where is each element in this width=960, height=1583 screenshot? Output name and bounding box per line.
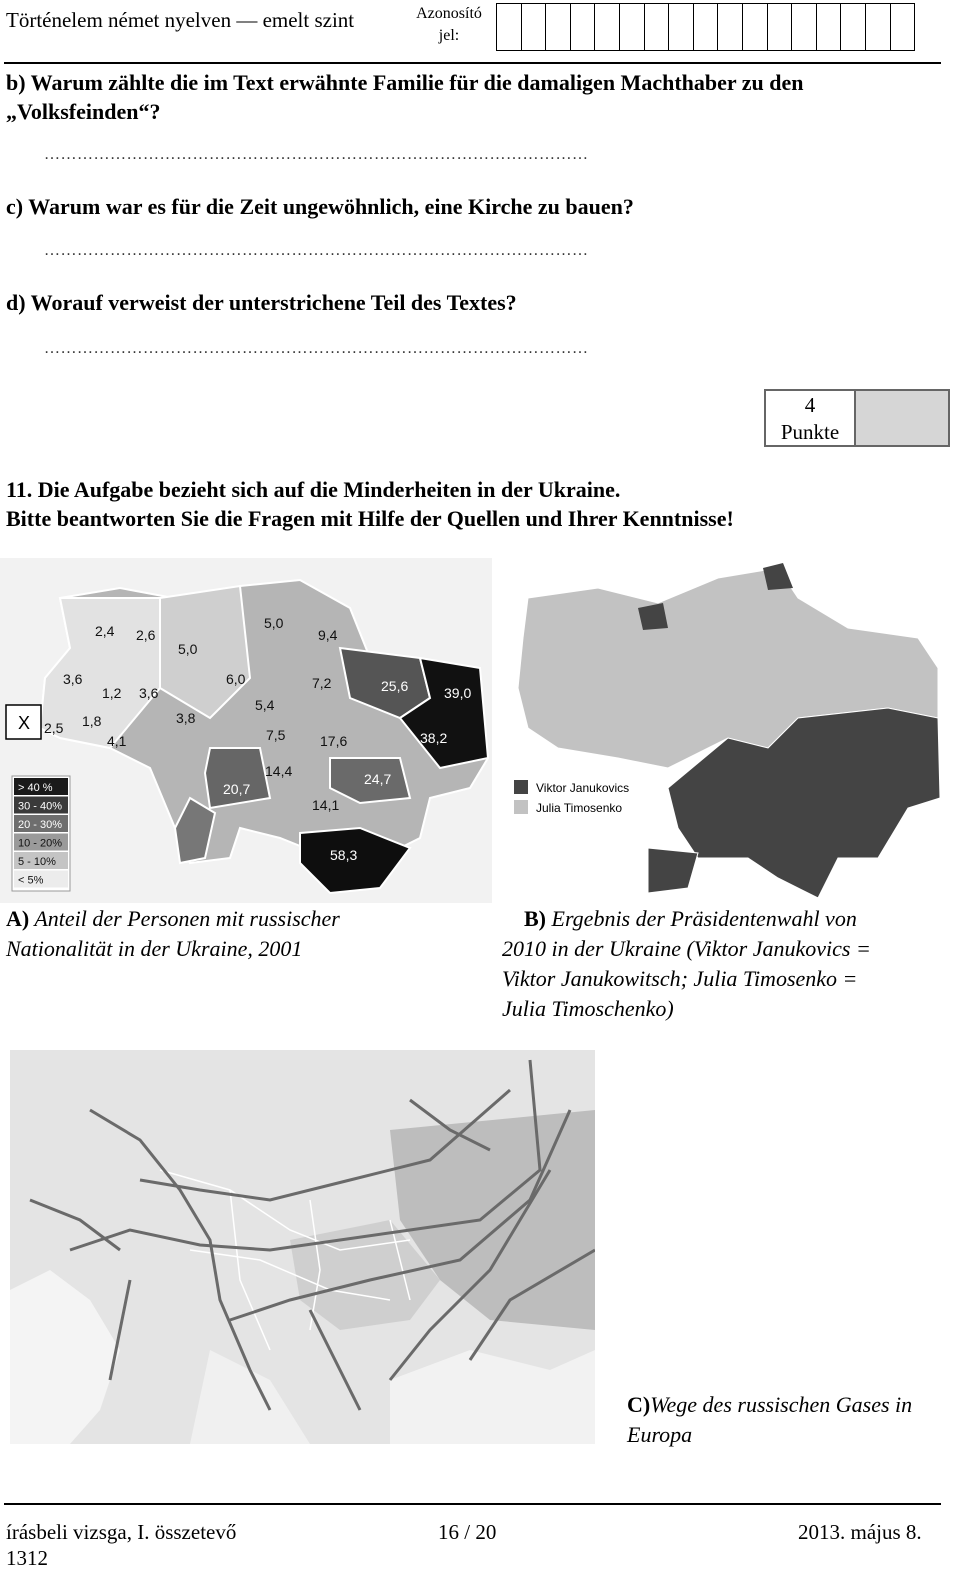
svg-text:5,4: 5,4 bbox=[255, 697, 275, 713]
svg-text:17,6: 17,6 bbox=[320, 733, 348, 749]
svg-text:7,2: 7,2 bbox=[312, 675, 332, 691]
svg-text:39,0: 39,0 bbox=[444, 685, 472, 701]
points-score-field[interactable] bbox=[856, 389, 950, 447]
footer-left: írásbeli vizsga, I. összetevő bbox=[6, 1520, 237, 1544]
legend-janukovics: Viktor Janukovics bbox=[536, 781, 630, 795]
svg-text:2,4: 2,4 bbox=[95, 623, 115, 639]
svg-text:3,6: 3,6 bbox=[63, 671, 83, 687]
answer-line-d[interactable]: ……………………………………………………………………………………… bbox=[44, 340, 589, 357]
legend-label: < 5% bbox=[18, 874, 44, 887]
svg-text:5,0: 5,0 bbox=[264, 615, 284, 631]
svg-text:2,5: 2,5 bbox=[44, 720, 64, 736]
svg-text:25,6: 25,6 bbox=[381, 678, 409, 694]
id-label: Azonosító jel: bbox=[416, 5, 482, 44]
map-b-election-2010 bbox=[498, 558, 945, 903]
id-boxes bbox=[497, 3, 915, 51]
svg-text:5,0: 5,0 bbox=[178, 641, 198, 657]
svg-text:7,5: 7,5 bbox=[266, 727, 286, 743]
svg-text:58,3: 58,3 bbox=[330, 847, 358, 863]
map-a-marker: X bbox=[18, 713, 31, 733]
points-label: 4 Punkte bbox=[764, 389, 856, 447]
answer-line-b[interactable]: ……………………………………………………………………………………… bbox=[44, 146, 589, 163]
header-title: Történelem német nyelven — emelt szint bbox=[6, 8, 355, 32]
question-b: b) Warum zählte die im Text erwähnte Familie für die damaligen Machthaber zu den „Volksfeinden“? bbox=[6, 70, 804, 124]
legend-label: 30 - 40% bbox=[18, 800, 63, 813]
svg-text:38,2: 38,2 bbox=[420, 730, 448, 746]
points-box bbox=[764, 389, 950, 447]
svg-text:14,1: 14,1 bbox=[312, 797, 340, 813]
question-c: c) Warum war es für die Zeit ungewöhnlich, eine Kirche zu bauen? bbox=[6, 194, 634, 219]
answer-line-c[interactable]: ……………………………………………………………………………………… bbox=[44, 242, 589, 259]
svg-text:1,8: 1,8 bbox=[82, 713, 102, 729]
svg-text:6,0: 6,0 bbox=[226, 671, 246, 687]
footer-page: 16 / 20 bbox=[438, 1520, 497, 1544]
svg-text:3,6: 3,6 bbox=[139, 685, 159, 701]
legend-timosenko: Julia Timosenko bbox=[536, 801, 623, 815]
caption-c: C)Wege des russischen Gases in Europa bbox=[627, 1392, 913, 1447]
legend-label: 20 - 30% bbox=[18, 819, 63, 831]
svg-text:2,6: 2,6 bbox=[136, 627, 156, 643]
task-11: 11. Die Aufgabe bezieht sich auf die Minderheiten in der Ukraine. Bitte beantworten Sie die Fragen mit Hilfe der Quellen und Ihrer Kenntnisse! bbox=[6, 477, 734, 531]
svg-text:3,8: 3,8 bbox=[176, 710, 196, 726]
legend-timosenko-swatch bbox=[514, 800, 528, 814]
map-c-gas-routes bbox=[10, 1050, 595, 1444]
caption-b: B) Ergebnis der Präsidentenwahl von 2010 in der Ukraine (Viktor Janukovics = Viktor Janukowitsch; Julia Timosenko = Julia Timoschenko) bbox=[502, 906, 871, 1021]
legend-label: 5 - 10% bbox=[18, 856, 56, 868]
map-a-legend bbox=[12, 776, 70, 891]
map-a-russian-nationality bbox=[0, 558, 492, 903]
footer-code: 1312 bbox=[6, 1546, 48, 1570]
question-d: d) Worauf verweist der unterstrichene Teil des Textes? bbox=[6, 290, 517, 315]
svg-text:1,2: 1,2 bbox=[102, 685, 122, 701]
caption-a: A) Anteil der Personen mit russischer Nationalität in der Ukraine, 2001 bbox=[6, 906, 340, 961]
legend-label: 10 - 20% bbox=[18, 837, 63, 850]
footer-rule bbox=[4, 1503, 941, 1505]
legend-janukovics-swatch bbox=[514, 780, 528, 794]
footer-date: 2013. május 8. bbox=[798, 1520, 922, 1544]
header-rule bbox=[4, 62, 941, 64]
svg-text:14,4: 14,4 bbox=[265, 763, 293, 779]
svg-text:9,4: 9,4 bbox=[318, 627, 338, 643]
svg-text:4,1: 4,1 bbox=[107, 733, 127, 749]
svg-text:24,7: 24,7 bbox=[364, 771, 392, 787]
svg-text:20,7: 20,7 bbox=[223, 781, 251, 797]
legend-label: > 40 % bbox=[18, 782, 53, 794]
